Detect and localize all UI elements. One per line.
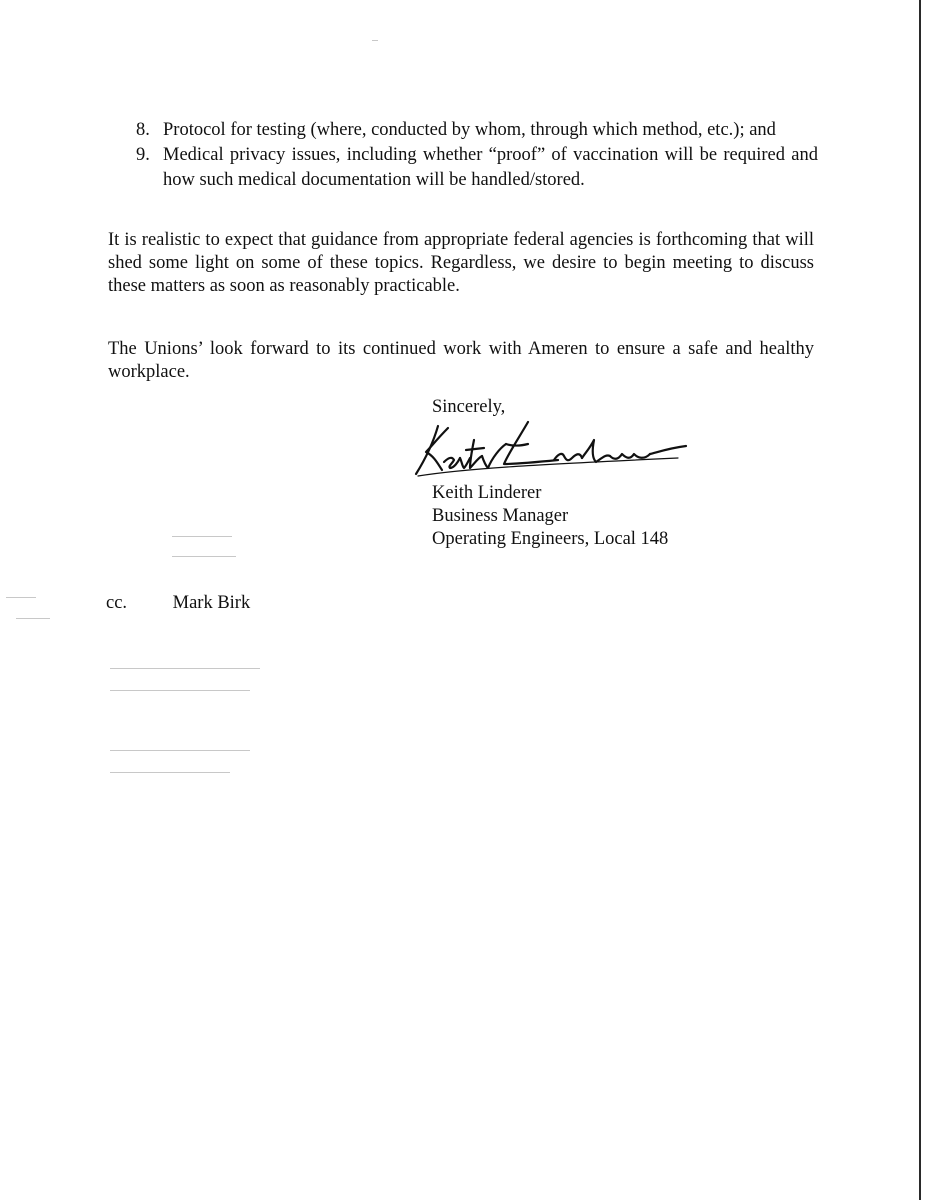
body-paragraph: It is realistic to expect that guidance from appropriate federal agencies is forthcoming that will shed some light on some of these topics. Regardless, we desire to begin meeting to discuss these matters as soon as reasonably practicable. xyxy=(108,230,814,296)
list-item-number: 8. xyxy=(136,120,150,140)
list-item-text: Medical privacy issues, including whether “proof” of vaccination will be required and how such medical documentation will be handled/stored. xyxy=(163,145,818,190)
sender-name: Keith Linderer xyxy=(432,483,542,503)
sender-title: Business Manager xyxy=(432,506,569,526)
scan-speck xyxy=(110,750,250,751)
sender-block xyxy=(432,482,668,551)
scan-speck xyxy=(6,597,36,598)
cc-line xyxy=(106,592,250,615)
list-item xyxy=(136,118,818,143)
numbered-list xyxy=(136,118,818,193)
cc-label: cc. xyxy=(106,593,128,613)
scan-speck xyxy=(372,40,378,41)
scan-speck xyxy=(110,690,250,691)
list-item-text: Protocol for testing (where, conducted by whom, through which method, etc.); and xyxy=(163,120,776,140)
closing-salutation: Sincerely, xyxy=(432,397,506,417)
list-item-number: 9. xyxy=(136,145,150,165)
scan-speck xyxy=(110,772,230,773)
list-item xyxy=(136,143,818,193)
scan-speck xyxy=(16,618,50,619)
body-paragraph: The Unions’ look forward to its continued work with Ameren to ensure a safe and healthy workplace. xyxy=(108,339,814,382)
sender-organization: Operating Engineers, Local 148 xyxy=(432,529,669,549)
cc-recipient: Mark Birk xyxy=(172,593,251,613)
scan-speck xyxy=(172,556,236,557)
page-edge-line xyxy=(919,0,921,1200)
handwritten-signature xyxy=(408,418,693,480)
scan-speck xyxy=(172,536,232,537)
scan-speck xyxy=(110,668,260,669)
